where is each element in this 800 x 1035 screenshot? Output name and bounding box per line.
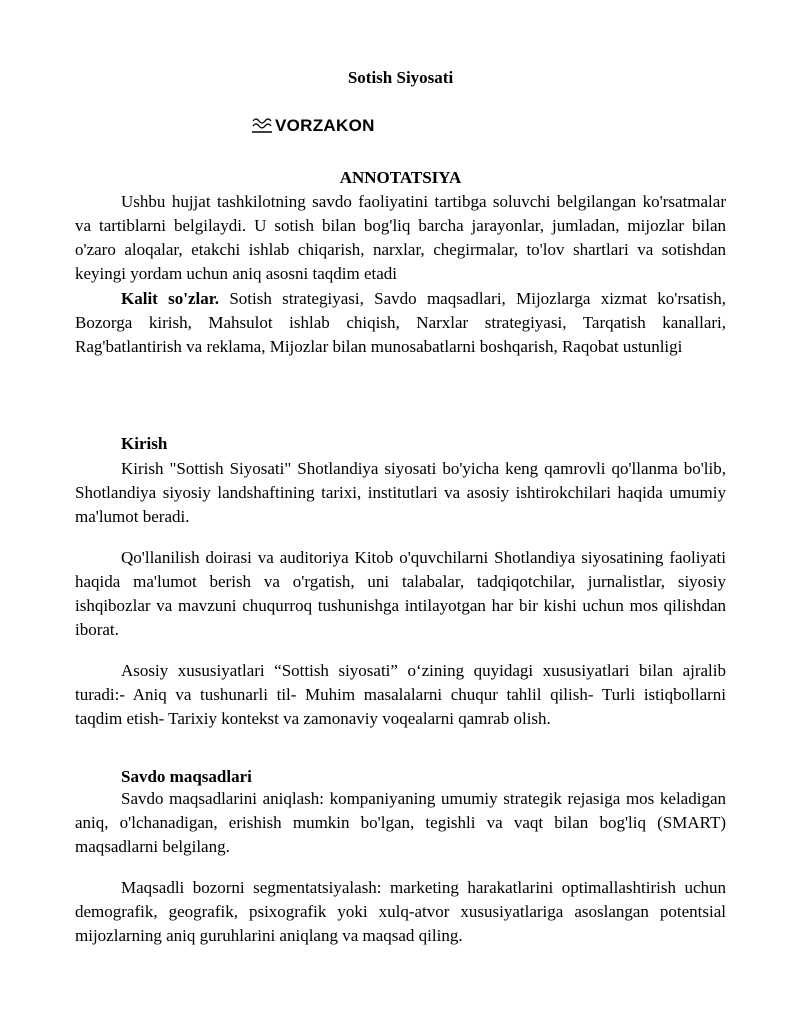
- annotation-paragraph: Ushbu hujjat tashkilotning savdo faoliyatini tartibga soluvchi belgilangan ko'rsatmalar va tartiblarni belgilaydi. U sotish bilan bog'liq barcha jarayonlar, jumladan, mijozlar bilan o'zaro aloqalar, etakchi ishlab chiqarish, narxlar, chegirmalar, to'lov shartlari va sotishdan keyingi yordam uchun aniq asosni taqdim etadi: [75, 192, 726, 283]
- kirish-paragraph-2: Qo'llanilish doirasi va auditoriya Kitob o'quvchilarni Shotlandiya siyosatining faoliyati haqida ma'lumot berish va o'rgatish, uni talabalar, tadqiqotchilar, jurnalistlar, siyosiy ishqibozlar va mavzuni chuqurroq tushunishga intilayotgan har bir kishi uchun mos qilishdan iborat.: [75, 548, 726, 639]
- author-name: VORZAKON: [275, 116, 375, 135]
- section-heading-kirish: Kirish: [121, 434, 168, 453]
- kirish-paragraph-1: Kirish "Sottish Siyosati" Shotlandiya siyosati bo'yicha keng qamrovli qo'llanma bo'lib, Shotlandiya siyosiy landshaftining tarixi, institutlari va asosiy ishtirokchilari haqida umumiy ma'lumot beradi.: [75, 459, 726, 526]
- annotation-heading: ANNOTATSIYA: [339, 168, 462, 187]
- keywords-label: Kalit so'zlar.: [121, 289, 219, 308]
- author-line: [251, 114, 375, 138]
- keywords-text: Sotish strategiyasi, Savdo maqsadlari, Mijozlarga xizmat ko'rsatish, Bozorga kirish, Mahsulot ishlab chiqish, Narxlar strategiyasi, Tarqatish kanallari, Rag'batlantirish va reklama, Mijozlar bilan munosabatlarni boshqarish, Raqobat ustunligi: [75, 289, 726, 356]
- keywords-paragraph: [75, 287, 726, 359]
- author-stamp-icon: [251, 116, 273, 136]
- section-heading-savdo-maqsadlari: Savdo maqsadlari: [121, 767, 252, 786]
- savdo-paragraph-1: Savdo maqsadlarini aniqlash: kompaniyaning umumiy strategik rejasiga mos keladigan aniq, o'lchanadigan, erishish mumkin bo'lgan, tegishli va vaqt bilan bog'liq (SMART) maqsadlarni belgilang.: [75, 789, 726, 856]
- kirish-paragraph-3: Asosiy xususiyatlari “Sottish siyosati” o‘zining quyidagi xususiyatlari bilan ajralib turadi:- Aniq va tushunarli til- Muhim masalalarni chuqur tahlil qilish- Turli istiqbollarni taqdim etish- Tarixiy kontekst va zamonaviy voqealarni qamrab olish.: [75, 661, 726, 728]
- document-title: Sotish Siyosati: [347, 68, 454, 87]
- savdo-paragraph-2: Maqsadli bozorni segmentatsiyalash: marketing harakatlarini optimallashtirish uchun demografik, geografik, psixografik yoki xulq-atvor xususiyatlariga asoslangan potentsial mijozlarning aniq guruhlarini aniqlang va maqsad qiling.: [75, 878, 726, 945]
